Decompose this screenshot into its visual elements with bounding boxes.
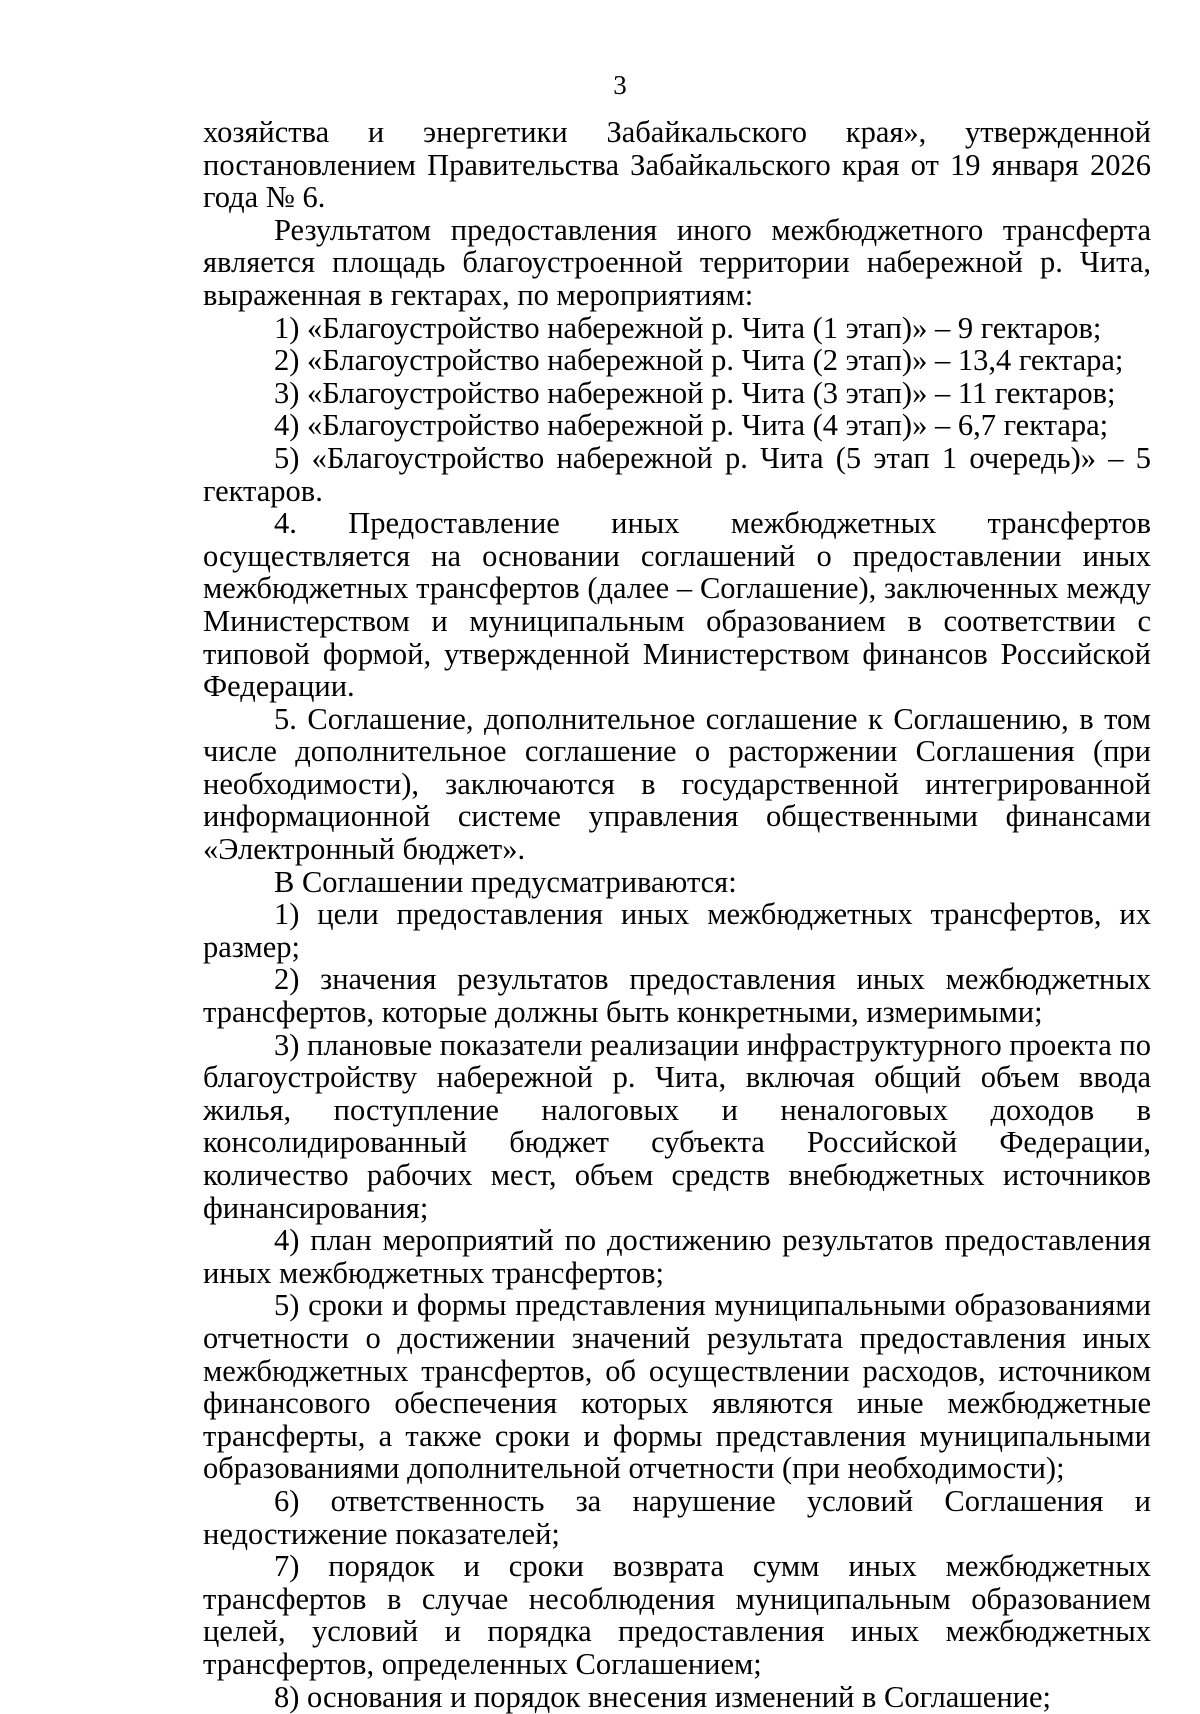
- list-item: 5) сроки и формы представления муниципальными образованиями отчетности о достижении значений результата предоставления иных межбюджетных трансфертов, об осуществлении расходов, источником финансового обеспечения которых являются иные межбюджетные трансферты, а также сроки и формы представления муниципальными образованиями дополнительной отчетности (при необходимости);: [203, 1288, 1151, 1486]
- document-body: [203, 116, 1151, 1713]
- list-item: 7) порядок и сроки возврата сумм иных межбюджетных трансфертов в случае несоблюдения муниципальным образованием целей, условий и порядка предоставления иных межбюджетных трансфертов, определенных Соглашением;: [203, 1549, 1151, 1681]
- paragraph-continuation: хозяйства и энергетики Забайкальского края», утвержденной постановлением Правительства Забайкальского края от 19 января 2026 года № 6.: [203, 115, 1151, 215]
- paragraph-clause-4: 4. Предоставление иных межбюджетных трансфертов осуществляется на основании соглашений о предоставлении иных межбюджетных трансфертов (далее – Соглашение), заключенных между Министерством и муниципальным образованием в соответствии с типовой формой, утвержденной Министерством финансов Российской Федерации.: [203, 506, 1151, 704]
- list-item: 2) «Благоустройство набережной р. Чита (2 этап)» – 13,4 гектара;: [274, 343, 1124, 378]
- list-item: 5) «Благоустройство набережной р. Чита (5 этап 1 очередь)» – 5 гектаров.: [203, 440, 1151, 508]
- list-item: 6) ответственность за нарушение условий Соглашения и недостижение показателей;: [203, 1483, 1151, 1551]
- list-item: 3) «Благоустройство набережной р. Чита (3 этап)» – 11 гектаров;: [274, 375, 1116, 410]
- list-item: 2) значения результатов предоставления иных межбюджетных трансфертов, которые должны быть конкретными, измеримыми;: [203, 962, 1151, 1030]
- list-item: 3) плановые показатели реализации инфраструктурного проекта по благоустройству набережной р. Чита, включая общий объем ввода жилья, поступление налоговых и неналоговых доходов в консолидированный бюджет субъекта Российской Федерации, количество рабочих мест, объем средств внебюджетных источников финансирования;: [203, 1027, 1151, 1225]
- list-item: 1) «Благоустройство набережной р. Чита (1 этап)» – 9 гектаров;: [274, 310, 1102, 345]
- paragraph-result: Результатом предоставления иного межбюджетного трансферта является площадь благоустроенной территории набережной р. Чита, выраженная в гектарах, по мероприятиям:: [203, 212, 1151, 312]
- page-number: 3: [613, 70, 627, 100]
- list-item: 4) «Благоустройство набережной р. Чита (4 этап)» – 6,7 гектара;: [274, 408, 1109, 443]
- paragraph-agreement-provisions: В Соглашении предусматриваются:: [274, 864, 737, 899]
- list-item: 1) цели предоставления иных межбюджетных трансфертов, их размер;: [203, 897, 1151, 964]
- list-item: 8) основания и порядок внесения изменений в Соглашение;: [274, 1679, 1052, 1714]
- list-item: 4) план мероприятий по достижению результатов предоставления иных межбюджетных трансфертов;: [203, 1223, 1151, 1290]
- paragraph-clause-5: 5. Соглашение, дополнительное соглашение к Соглашению, в том числе дополнительное соглашение о расторжении Соглашения (при необходимости), заключаются в государственной интегрированной информационной системе управления общественными финансами «Электронный бюджет».: [203, 701, 1151, 867]
